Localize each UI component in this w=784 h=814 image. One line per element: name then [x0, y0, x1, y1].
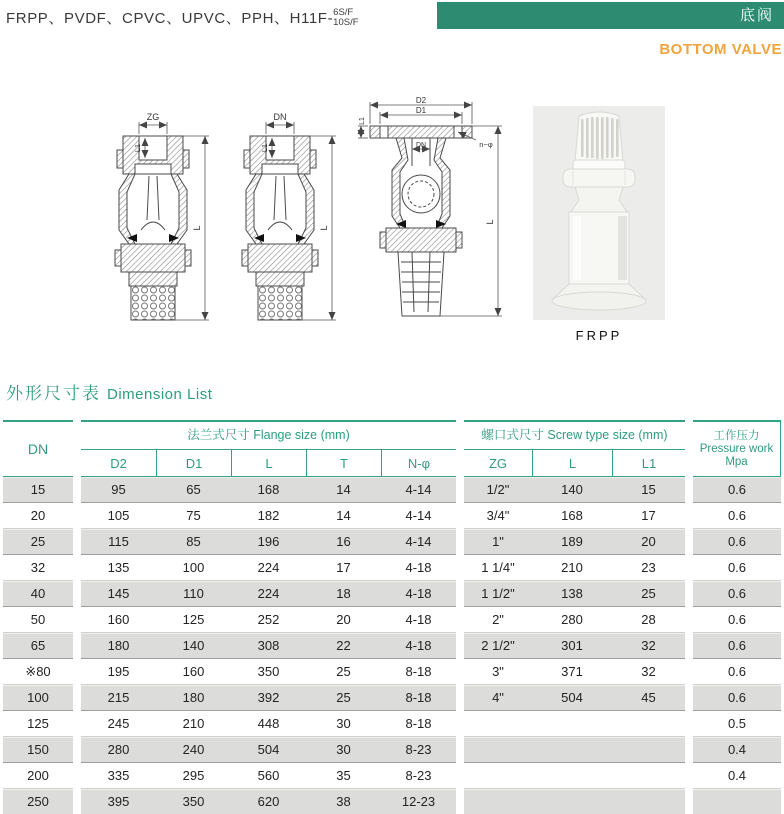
column-gap: [685, 737, 693, 763]
table-cell: 335: [81, 763, 156, 789]
table-cell: 25: [612, 581, 685, 607]
valve-cross-section: [370, 126, 472, 316]
table-cell: 210: [532, 555, 612, 581]
flange-group-title: 法兰式尺寸 Flange size (mm): [81, 422, 456, 450]
dim-l1: L1: [359, 117, 366, 125]
photo-caption: FRPP: [575, 328, 623, 343]
table-cell: 25: [306, 659, 381, 685]
col-n-phi: N-φ: [381, 450, 456, 479]
table-row: [3, 477, 781, 503]
dim-l1: L1: [260, 143, 269, 153]
table-cell: [464, 763, 532, 789]
col-zg: ZG: [488, 456, 508, 471]
table-cell: 3/4": [464, 503, 532, 529]
table-cell: [464, 789, 532, 814]
table-cell: 14: [306, 503, 381, 529]
table-cell: 0.6: [693, 685, 781, 711]
pressure-title-cn: 工作压力: [713, 429, 760, 442]
table-cell: 15: [3, 477, 73, 503]
table-cell: 115: [81, 529, 156, 555]
column-gap: [685, 607, 693, 633]
table-cell: 50: [3, 607, 73, 633]
table-row: [3, 737, 781, 763]
table-cell: 140: [156, 633, 231, 659]
column-gap: [73, 737, 81, 763]
table-cell: [612, 711, 685, 737]
table-cell: 0.6: [693, 529, 781, 555]
table-cell: [532, 763, 612, 789]
table-row: [3, 529, 781, 555]
materials-line: [6, 7, 359, 28]
table-cell: 200: [3, 763, 73, 789]
table-cell: 168: [231, 477, 306, 503]
column-gap: [685, 581, 693, 607]
model-fraction: [333, 8, 358, 28]
table-cell: 180: [156, 685, 231, 711]
frpp-valve-photo: [533, 106, 665, 320]
table-cell: 4-14: [381, 529, 456, 555]
column-gap: [73, 789, 81, 814]
col-t: T: [306, 450, 381, 479]
page-title-banner: 底阀: [437, 2, 784, 29]
table-cell: 75: [156, 503, 231, 529]
table-cell: 135: [81, 555, 156, 581]
table-row: [3, 711, 781, 737]
table-cell: 8-18: [381, 685, 456, 711]
column-gap: [685, 477, 693, 503]
col-l1: L1: [612, 450, 685, 479]
screw-column-labels: [464, 450, 685, 479]
header-screw-group: [464, 420, 685, 477]
column-gap: [685, 420, 693, 446]
table-cell: 100: [156, 555, 231, 581]
table-cell: 0.6: [693, 581, 781, 607]
table-cell: 1 1/4": [464, 555, 532, 581]
table-cell: 110: [156, 581, 231, 607]
column-gap: [685, 555, 693, 581]
table-cell: 1 1/2": [464, 581, 532, 607]
column-gap: [456, 633, 464, 659]
table-cell: 20: [306, 607, 381, 633]
dimension-table: [3, 420, 781, 814]
table-cell: 28: [612, 607, 685, 633]
column-gap: [456, 555, 464, 581]
table-cell: [464, 737, 532, 763]
table-cell: 20: [612, 529, 685, 555]
table-cell: 280: [532, 607, 612, 633]
table-cell: 0.6: [693, 477, 781, 503]
column-gap: [73, 607, 81, 633]
table-row: [3, 581, 781, 607]
table-cell: 150: [3, 737, 73, 763]
table-cell: 4-18: [381, 633, 456, 659]
table-cell: 182: [231, 503, 306, 529]
table-cell: 4-14: [381, 503, 456, 529]
table-cell: 301: [532, 633, 612, 659]
product-photo: [533, 106, 665, 320]
header-flange-group: [81, 420, 456, 477]
dim-d1: D1: [415, 106, 427, 115]
drawing-screw-type: [95, 110, 217, 332]
table-cell: 14: [306, 477, 381, 503]
table-cell: 145: [81, 581, 156, 607]
pressure-title-en: Pressure work: [699, 442, 774, 455]
table-cell: 168: [532, 503, 612, 529]
table-cell: 180: [81, 633, 156, 659]
table-cell: 2 1/2": [464, 633, 532, 659]
table-cell: 350: [231, 659, 306, 685]
section-title-en: Dimension List: [107, 386, 213, 403]
table-cell: 4": [464, 685, 532, 711]
column-gap: [73, 659, 81, 685]
table-cell: 4-14: [381, 477, 456, 503]
table-cell: 245: [81, 711, 156, 737]
table-cell: 45: [612, 685, 685, 711]
table-cell: 620: [231, 789, 306, 814]
table-header: [3, 420, 781, 477]
table-row: [3, 789, 781, 814]
flange-column-labels: [81, 450, 456, 479]
table-row: [3, 659, 781, 685]
screw-group-title: 螺口式尺寸 Screw type size (mm): [464, 422, 685, 450]
column-gap: [456, 737, 464, 763]
table-cell: 0.6: [693, 633, 781, 659]
table-row: [3, 607, 781, 633]
table-cell: 32: [3, 555, 73, 581]
table-cell: 65: [156, 477, 231, 503]
table-cell: 392: [231, 685, 306, 711]
table-cell: [532, 711, 612, 737]
valve-cross-section: [115, 136, 191, 320]
materials-text: FRPP、PVDF、CPVC、UPVC、PPH、H11F-: [6, 10, 334, 27]
table-cell: 40: [3, 581, 73, 607]
table-cell: 308: [231, 633, 306, 659]
table-cell: 195: [81, 659, 156, 685]
table-cell: 448: [231, 711, 306, 737]
column-gap: [456, 659, 464, 685]
column-gap: [73, 503, 81, 529]
table-cell: 17: [612, 503, 685, 529]
table-cell: 140: [532, 477, 612, 503]
col-l: L: [231, 450, 306, 479]
table-cell: 8-18: [381, 659, 456, 685]
valve-cross-section: [242, 136, 318, 320]
column-gap: [73, 581, 81, 607]
table-cell: 189: [532, 529, 612, 555]
column-gap: [456, 711, 464, 737]
table-cell: 0.4: [693, 763, 781, 789]
table-cell: 504: [231, 737, 306, 763]
table-cell: 8-23: [381, 737, 456, 763]
table-row: [3, 633, 781, 659]
table-cell: 2": [464, 607, 532, 633]
dim-l: L: [319, 225, 329, 231]
section-title-cn: 外形尺寸表: [6, 384, 101, 403]
table-cell: 0.5: [693, 711, 781, 737]
col-l-screw: L: [532, 450, 612, 479]
column-gap: [73, 711, 81, 737]
dim-dn: DN: [273, 112, 287, 122]
dim-zg: ZG: [146, 112, 160, 122]
column-gap: [685, 659, 693, 685]
column-gap: [685, 763, 693, 789]
table-cell: 224: [231, 555, 306, 581]
dim-l1: L1: [133, 143, 142, 153]
table-cell: ※80: [3, 659, 73, 685]
table-cell: 25: [3, 529, 73, 555]
column-gap: [685, 529, 693, 555]
table-cell: 85: [156, 529, 231, 555]
column-gap: [73, 763, 81, 789]
model-fraction-bottom: 10S/F: [333, 17, 359, 28]
table-cell: 196: [231, 529, 306, 555]
table-cell: 100: [3, 685, 73, 711]
table-cell: 504: [532, 685, 612, 711]
table-cell: 250: [3, 789, 73, 814]
table-cell: 1/2": [464, 477, 532, 503]
table-cell: 95: [81, 477, 156, 503]
column-gap: [73, 555, 81, 581]
column-gap: [456, 529, 464, 555]
table-cell: 0.4: [693, 737, 781, 763]
table-cell: 23: [612, 555, 685, 581]
table-cell: 30: [306, 711, 381, 737]
dim-l: L: [192, 225, 202, 231]
column-gap: [456, 420, 464, 446]
column-gap: [73, 529, 81, 555]
table-cell: 160: [156, 659, 231, 685]
table-cell: [612, 789, 685, 814]
table-cell: 16: [306, 529, 381, 555]
table-cell: 350: [156, 789, 231, 814]
table-cell: [693, 789, 781, 814]
column-gap: [456, 763, 464, 789]
table-cell: 15: [612, 477, 685, 503]
column-gap: [685, 685, 693, 711]
table-cell: 240: [156, 737, 231, 763]
table-cell: [612, 763, 685, 789]
table-cell: 0.6: [693, 555, 781, 581]
table-cell: 20: [3, 503, 73, 529]
column-gap: [685, 789, 693, 814]
section-title: [6, 379, 212, 404]
column-gap: [456, 581, 464, 607]
table-cell: 105: [81, 503, 156, 529]
table-cell: 4-18: [381, 555, 456, 581]
col-d2: D2: [110, 456, 127, 471]
table-cell: 65: [3, 633, 73, 659]
table-cell: 8-23: [381, 763, 456, 789]
column-gap: [73, 685, 81, 711]
column-gap: [73, 477, 81, 503]
column-gap: [685, 711, 693, 737]
column-gap: [685, 503, 693, 529]
table-cell: 224: [231, 581, 306, 607]
header-dn: DN: [3, 420, 73, 477]
table-cell: 12-23: [381, 789, 456, 814]
column-gap: [456, 607, 464, 633]
table-cell: 215: [81, 685, 156, 711]
table-cell: 1": [464, 529, 532, 555]
table-cell: 138: [532, 581, 612, 607]
table-row: [3, 503, 781, 529]
drawing-socket-type: [222, 110, 344, 332]
column-gap: [73, 633, 81, 659]
table-cell: [532, 789, 612, 814]
page-subtitle-en: BOTTOM VALVE: [659, 41, 782, 58]
pressure-unit: Mpa: [725, 455, 748, 468]
table-cell: 295: [156, 763, 231, 789]
dim-l: L: [485, 219, 495, 225]
column-gap: [456, 477, 464, 503]
table-cell: 0.6: [693, 607, 781, 633]
table-cell: 252: [231, 607, 306, 633]
table-cell: [612, 737, 685, 763]
table-cell: 125: [3, 711, 73, 737]
table-cell: 32: [612, 659, 685, 685]
table-cell: 35: [306, 763, 381, 789]
table-row: [3, 685, 781, 711]
column-gap: [456, 503, 464, 529]
model-fraction-top: 6S/F: [333, 7, 354, 18]
table-cell: 560: [231, 763, 306, 789]
table-cell: 3": [464, 659, 532, 685]
table-cell: 17: [306, 555, 381, 581]
table-cell: 371: [532, 659, 612, 685]
table-cell: 0.6: [693, 659, 781, 685]
dim-n-phi: n~φ: [479, 140, 493, 149]
dim-dn: DN: [415, 142, 427, 149]
table-cell: 30: [306, 737, 381, 763]
column-gap: [456, 789, 464, 814]
header-pressure: [693, 420, 781, 477]
table-cell: 4-18: [381, 607, 456, 633]
drawing-flange-type: [356, 94, 508, 332]
table-cell: 22: [306, 633, 381, 659]
table-cell: 4-18: [381, 581, 456, 607]
column-gap: [73, 420, 81, 446]
table-cell: 0.6: [693, 503, 781, 529]
table-cell: 38: [306, 789, 381, 814]
col-d1: D1: [156, 450, 231, 479]
table-cell: 25: [306, 685, 381, 711]
column-gap: [456, 685, 464, 711]
table-cell: 125: [156, 607, 231, 633]
table-cell: 280: [81, 737, 156, 763]
dim-d2: D2: [415, 96, 427, 105]
table-cell: 210: [156, 711, 231, 737]
table-cell: 18: [306, 581, 381, 607]
table-row: [3, 555, 781, 581]
table-cell: 395: [81, 789, 156, 814]
table-cell: 32: [612, 633, 685, 659]
table-cell: 8-18: [381, 711, 456, 737]
table-cell: [464, 711, 532, 737]
table-cell: [532, 737, 612, 763]
table-cell: 160: [81, 607, 156, 633]
table-row: [3, 763, 781, 789]
column-gap: [685, 633, 693, 659]
